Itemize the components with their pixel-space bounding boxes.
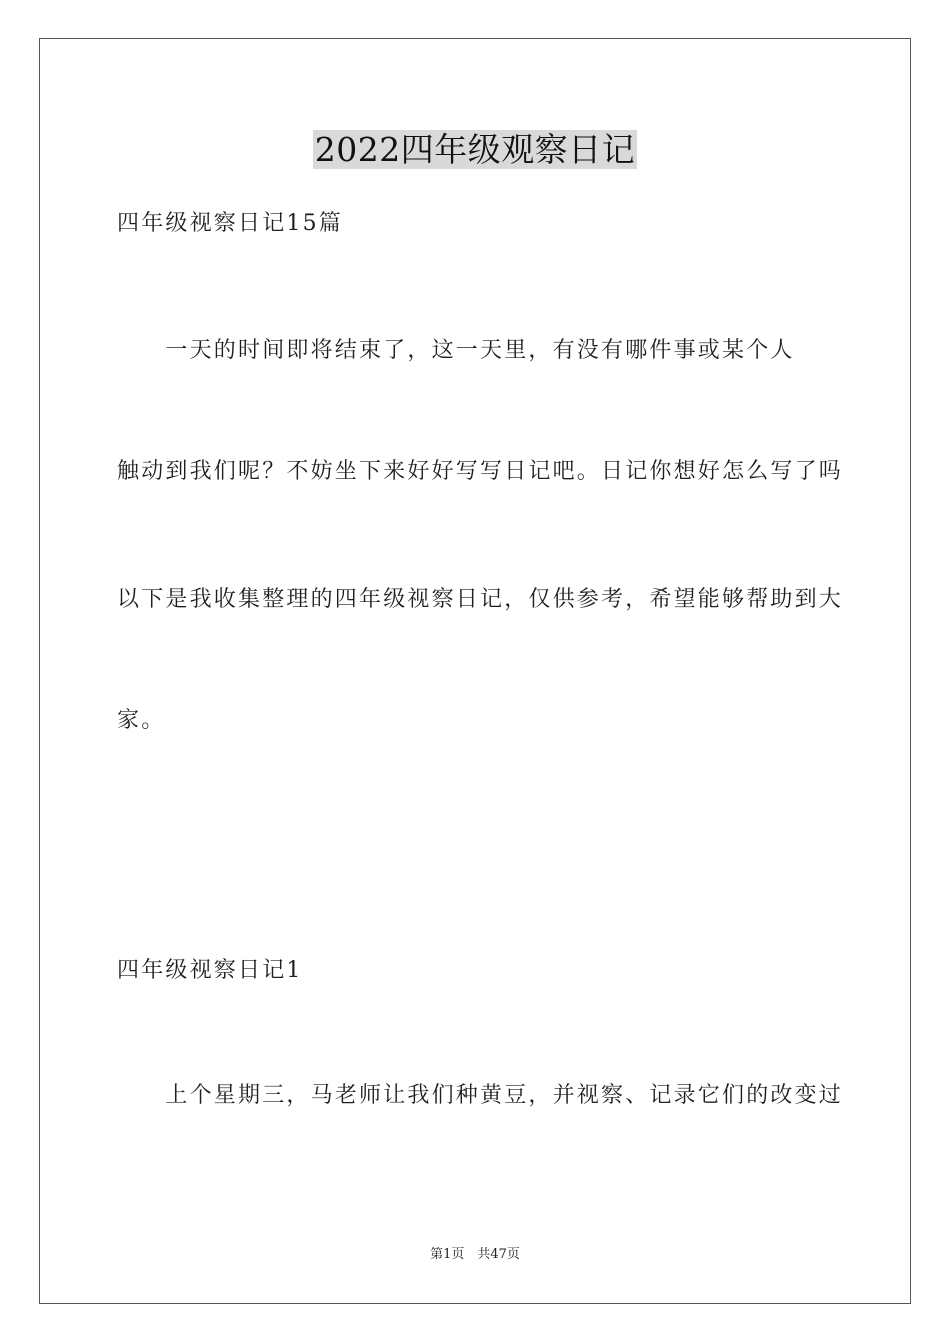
body-line-1: 上个星期三，马老师让我们种黄豆，并视察、记录它们的改变过 [117, 1083, 844, 1108]
intro-line-1: 一天的时间即将结束了，这一天里，有没有哪件事或某个人 [117, 338, 795, 363]
page-number-footer: 第1页 共47页 [430, 1247, 520, 1262]
intro-line-4: 家。 [117, 708, 166, 733]
section-heading: 四年级视察日记1 [117, 958, 303, 983]
document-title-text: 2022四年级观察日记 [314, 130, 636, 169]
intro-line-3: 以下是我收集整理的四年级视察日记，仅供参考，希望能够帮助到大 [117, 587, 844, 612]
intro-line-2: 触动到我们呢？不妨坐下来好好写写日记吧。日记你想好怎么写了吗 [117, 459, 844, 484]
document-title [0, 128, 950, 172]
document-subtitle: 四年级视察日记15篇 [117, 211, 343, 236]
